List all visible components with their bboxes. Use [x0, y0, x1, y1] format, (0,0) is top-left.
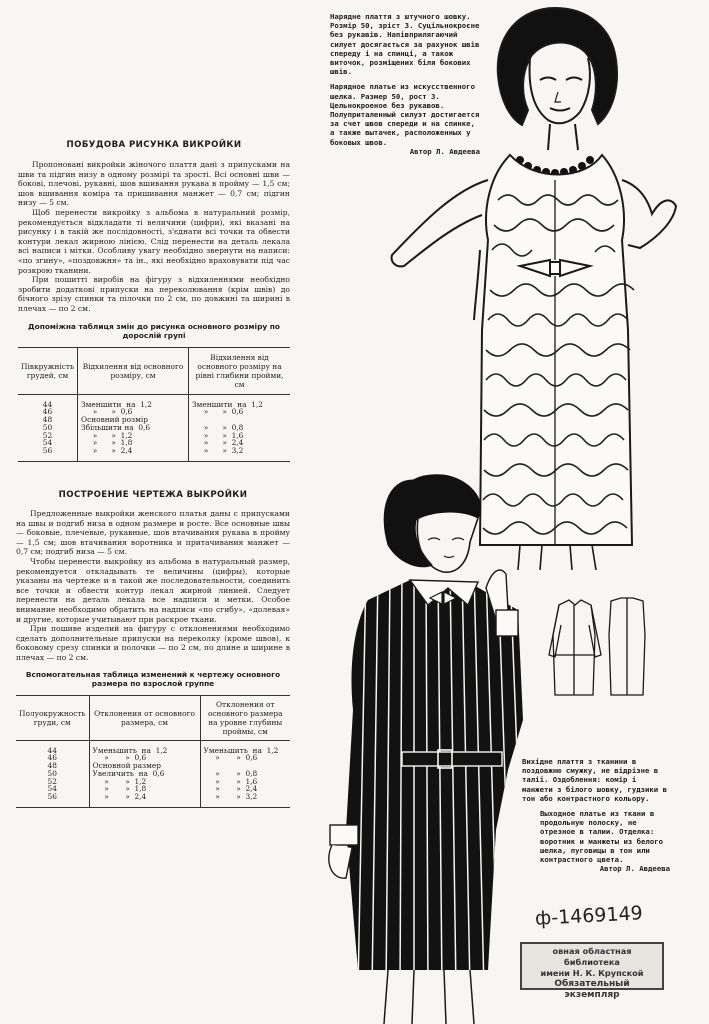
bottom-caption-ukrainian: Вихідне плаття з тканини в поздовжню смужку, не відрізне в талії. Оздоблення: комір і манжети з білого шовку, гудзики в тон або контрастного кольору.: [522, 757, 667, 803]
russian-paragraph-1: Предложенные выкройки женского платья даны с припусками на швы и подгиб низа в одном размере и росте. Все основные швы — боковые, плечевые, рукавные, шов втачивания рукава в пройму — 1,5 см; шов втачивания воротника и притачивания манжет — 0,7 см; подгиб низа — 5 см.: [16, 509, 290, 557]
russian-table-col-armhole: Уменьшить на 1,2 » » 0,6 » » 0,8 » » 1,6 » » 2,4 » » 3,2: [200, 740, 290, 807]
bottom-dress-caption: [522, 757, 670, 873]
flat-dress-sketches: [545, 595, 650, 705]
ukrainian-heading: ПОБУДОВА РИСУНКА ВИКРОЙКИ: [66, 140, 242, 150]
russian-section: [16, 490, 290, 808]
bottom-caption-author: Автор Л. Авдеева: [599, 864, 670, 874]
ukrainian-paragraph-3: При пошитті виробів на фігуру з відхиленнями необхідно зробити додаткові припуски на переколювання (крім швів) до бічного зрізу спинки та пілочки по 2 см, по довжині та ширині в плечах — по 2 см.: [18, 275, 290, 313]
ukrainian-section: [18, 140, 290, 462]
stamp-line-3: Обязательный экземпляр: [554, 979, 630, 1000]
russian-paragraph-3: При пошиве изделий на фигуру с отклонениями необходимо сделать дополнительные припуски на переколку (кроме швов), к боковому срезу спинки и полочки — по 2 см, по длине и ширине в плечах — по 2 см.: [16, 624, 290, 662]
russian-size-table: [16, 695, 290, 808]
ukrainian-table-col-deviation: Зменшити на 1,2 » » 0,6 Основний розмір Збільшити на 0,6 » » 1,2 » » 1,8 » » 2,4: [78, 394, 189, 461]
top-caption-russian: Нарядное платье из искусственного шелка. Размер 50, рост 3. Цельнокроеное без рукавов. Полуприталенный силуэт достигается за счет швов спереди и на спинке, а также вытачек, расположенных у боковых швов.: [330, 82, 480, 147]
ukrainian-table-col-armhole: Зменшити на 1,2 » » 0,6 » » 0,8 » » 1,6 » » 2,4 » » 3,2: [189, 394, 290, 461]
top-caption-ukrainian: Нарядне плаття з штучного шовку. Розмір 50, зріст 3. Суцільнокроєне без рукавів. Напівприлягаючий силует досягається за рахунок швів спереду і на спинці, а також виточок, розміщених біля бокових швів.: [330, 12, 480, 77]
russian-table-caption: Вспомогательная таблица изменений к чертежу основного размера по взрослой группе: [25, 669, 281, 689]
ukrainian-table-header-3: Відхилення від основного розміру на рівні глибини пройми, см: [189, 347, 290, 394]
russian-table-header-2: Отклонения от основного размера, см: [89, 695, 200, 740]
ukrainian-paragraph-2: Щоб перенести викройку з альбома в натуральний розмір, рекомендується відкладати ті величини (цифри), які вказані на рисунку і в такій же послідовності, з'єднати всі точки та обвести контури лекал жирною лінією. Слід перенести на деталь лекала всі написи і мітки. Особливу увагу необхідно звернути на написи: «по згину», «поздовжня» та ін., які необхідно враховувати під час розкрою тканини.: [18, 207, 290, 275]
russian-table-header-3: Отклонения от основного размера на уровне глубины проймы, см: [200, 695, 290, 740]
russian-heading: ПОСТРОЕНИЕ ЧЕРТЕЖА ВЫКРОЙКИ: [58, 490, 248, 500]
russian-paragraph-2: Чтобы перенести выкройку из альбома в натуральный размер, рекомендуется откладывать те величины (цифры), которые указаны на чертеже и в такой же последовательности, соединить все точки и обвести контур лекал жирной линией. Следует перенести на деталь лекала все надписи и метки. Особое внимание необходимо обратить на надписи «по сгибу», «долевая» и другие, которые учитывают при раскрое ткани.: [16, 556, 290, 624]
handwritten-inventory-number: ф-1469149: [534, 902, 644, 930]
stamp-line-2: имени Н. К. Крупской: [540, 968, 644, 978]
ukrainian-table-caption: Допоміжна таблиця змін до рисунка основного розміру по дорослій групі: [28, 321, 280, 341]
russian-table-col-deviation: Уменьшить на 1,2 » » 0,6 Основной размер Увеличить на 0,6 » » 1,2 » » 1,8 » » 2,4: [89, 740, 200, 807]
russian-table-col-size: 44 46 48 50 52 54 56: [16, 740, 89, 807]
ukrainian-table-header-1: Півкружність грудей, см: [18, 347, 78, 394]
russian-table-header-1: Полуокружность груди, см: [16, 695, 89, 740]
ukrainian-table-header-2: Відхилення від основного розміру, см: [78, 347, 189, 394]
ukrainian-table-col-size: 44 46 48 50 52 54 56: [18, 394, 78, 461]
ukrainian-size-table: [18, 347, 290, 462]
library-stamp: [520, 942, 664, 1000]
top-caption-author: Автор Л. Авдеева: [409, 146, 480, 156]
striped-dress-illustration: [318, 470, 538, 1024]
bottom-caption-russian: Выходное платье из ткани в продольную полоску, не отрезное в талии. Отделка: воротник и манжеты из белого шелка, пуговицы в тон или контрастного цвета.: [540, 809, 664, 865]
ukrainian-paragraph-1: Пропоновані викройки жіночого плаття дані з припусками на шви та підгин низу в одному розмірі та зрості. Всі основні шви — бокові, плечові, рукавні, шов вшивання рукава в пройму — 1,5 см; шов вшивання коміра та пришивання манжет — 0,7 см; підгин низу — 5 см.: [18, 160, 290, 208]
stamp-line-1: овная областная библиотека: [552, 946, 632, 967]
